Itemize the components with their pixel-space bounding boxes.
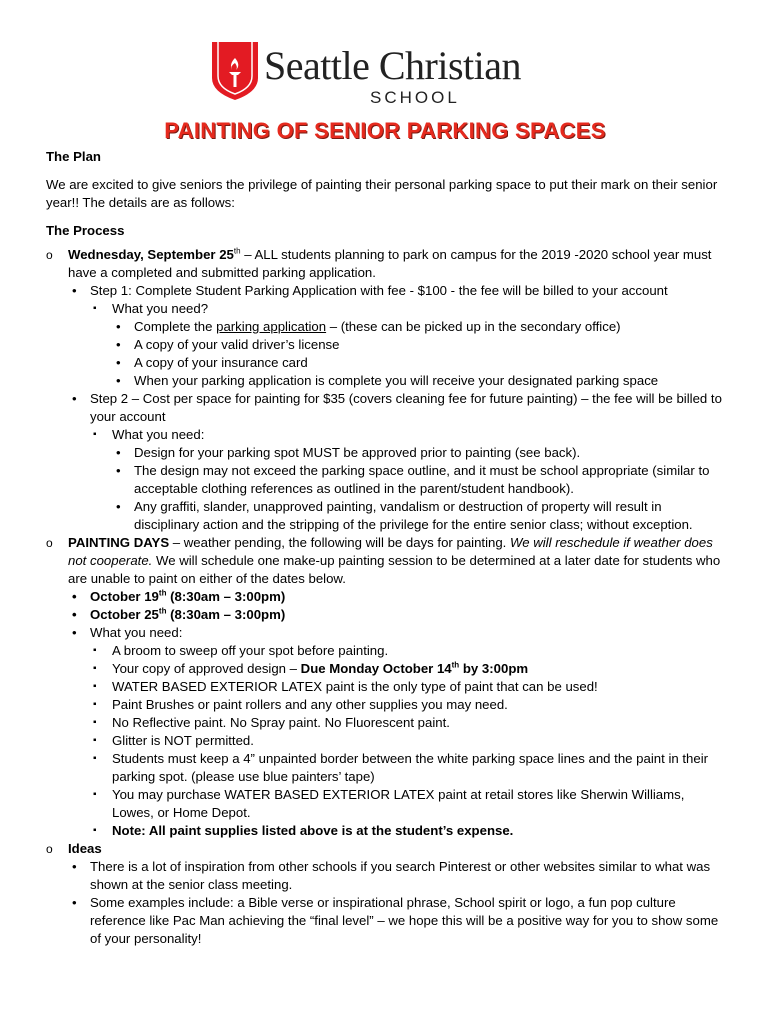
square-bullet: ▪: [93, 735, 97, 746]
dot-bullet: •: [116, 373, 121, 388]
list-item: [112, 354, 726, 372]
square-bullet: ▪: [93, 699, 97, 710]
app-pre: Complete the: [134, 319, 217, 334]
square-bullet: ▪: [93, 429, 97, 440]
insurance-text: A copy of your insurance card: [134, 355, 308, 370]
days-need-list: [90, 642, 726, 840]
square-bullet: ▪: [93, 789, 97, 800]
square-bullet: ▪: [93, 825, 97, 836]
plan-heading: The Plan: [46, 149, 101, 164]
copy-sup: th: [451, 660, 460, 670]
circle-bullet: o: [46, 842, 53, 856]
broom-text: A broom to sweep off your spot before painting.: [112, 643, 389, 658]
list-item: [90, 696, 726, 714]
square-bullet: ▪: [93, 645, 97, 656]
wednesday-date: Wednesday, September 25: [68, 247, 234, 262]
process-heading: The Process: [46, 223, 125, 238]
page-title: PAINTING OF SENIOR PARKING SPACES: [164, 118, 606, 143]
dot-bullet: •: [72, 859, 77, 874]
dot-bullet: •: [72, 391, 77, 406]
days-item: Students must keep a 4” unpainted border between the white parking space lines and the paint in their parking spot. (please use blue painters’ tape): [112, 751, 709, 784]
dot-bullet: •: [72, 607, 77, 622]
dot-bullet: •: [116, 355, 121, 370]
list-item: [112, 462, 726, 498]
step2-item: Any graffiti, slander, unapproved painting, vandalism or destruction of property will result in disciplinary action and the stripping of the privilege for the entire senior class; without exception.: [134, 499, 693, 532]
painting-days-label: PAINTING DAYS: [68, 535, 170, 550]
dot-bullet: •: [116, 499, 121, 514]
app-post: – (these can be picked up in the secondary office): [326, 319, 621, 334]
list-item-step1: [68, 282, 726, 390]
list-item: [90, 732, 726, 750]
step2-item: The design may not exceed the parking space outline, and it must be school appropriate (similar to acceptable clothing references as outlined in the parent/student handbook).: [134, 463, 710, 496]
square-bullet: ▪: [93, 303, 97, 314]
list-item-step2-need: [90, 426, 726, 534]
days-item: You may purchase WATER BASED EXTERIOR LATEX paint at retail stores like Sherwin Williams, Lowes, or Home Depot.: [112, 787, 685, 820]
list-item: [90, 750, 726, 786]
square-bullet: ▪: [93, 753, 97, 764]
painting-days-text2: We will schedule one make-up painting session to be determined at a later date for students who are unable to paint on either of the dates below.: [68, 553, 721, 586]
dot-bullet: •: [116, 319, 121, 334]
list-item-step2: [68, 390, 726, 534]
days-need: What you need:: [90, 625, 183, 640]
list-item: [68, 894, 726, 948]
list-item-note: [90, 822, 726, 840]
date2-sup: th: [158, 606, 167, 616]
list-item: [90, 642, 726, 660]
list-item: [112, 444, 726, 462]
dot-bullet: •: [72, 895, 77, 910]
copy-due: Due Monday October 14: [300, 661, 452, 676]
circle-bullet: o: [46, 536, 53, 550]
list-item-painting-days: [46, 534, 726, 840]
list-item-date1: [68, 588, 726, 606]
step1-need-list: [112, 318, 726, 390]
painting-days-text1: – weather pending, the following will be days for painting.: [169, 535, 511, 550]
date2-b: (8:30am – 3:00pm): [166, 607, 286, 622]
ideas-label: Ideas: [68, 841, 102, 856]
dot-bullet: •: [72, 625, 77, 640]
parking-application-link[interactable]: parking application: [216, 319, 327, 334]
list-item: [112, 318, 726, 336]
expense-note: Note: All paint supplies listed above is at the student’s expense.: [112, 823, 514, 838]
list-item: [68, 858, 726, 894]
days-item: Glitter is NOT permitted.: [112, 733, 254, 748]
dot-bullet: •: [116, 337, 121, 352]
circle-bullet: o: [46, 248, 53, 262]
copy-post: by 3:00pm: [459, 661, 529, 676]
square-bullet: ▪: [93, 681, 97, 692]
list-item-step1-need: [90, 300, 726, 390]
step1-text: Step 1: Complete Student Parking Application with fee - $100 - the fee will be billed to your account: [90, 283, 668, 298]
painting-days-italic: We will reschedule if weather does not cooperate.: [68, 535, 713, 568]
idea-item: Some examples include: a Bible verse or inspirational phrase, School spirit or logo, a fun pop culture reference like Pac Man achieving the “final level” – we hope this will be a positive way for you to show some of your personality!: [90, 895, 719, 946]
idea-item: There is a lot of inspiration from other schools if you search Pinterest or other websites similar to what was shown at the senior class meeting.: [90, 859, 711, 892]
list-item: [90, 660, 726, 678]
step2-text: Step 2 – Cost per space for painting for $35 (covers cleaning fee for future painting) – the fee will be billed to your account: [90, 391, 722, 424]
steps-list: [68, 282, 726, 534]
school-logo: [212, 42, 562, 110]
days-item: No Reflective paint. No Spray paint. No Fluorescent paint.: [112, 715, 450, 730]
step2-item: Design for your parking spot MUST be approved prior to painting (see back).: [134, 445, 581, 460]
list-item: [112, 498, 726, 534]
step2-need-list: [112, 444, 726, 534]
dot-bullet: •: [72, 283, 77, 298]
plan-text: We are excited to give seniors the privilege of painting their personal parking space to put their mark on their senior year!! The details are as follows:: [46, 177, 718, 210]
step1-sublist: [90, 300, 726, 390]
date1-b: (8:30am – 3:00pm): [166, 589, 286, 604]
shield-torch-icon: [212, 42, 258, 100]
days-item: WATER BASED EXTERIOR LATEX paint is the only type of paint that can be used!: [112, 679, 598, 694]
square-bullet: ▪: [93, 717, 97, 728]
step2-need: What you need:: [112, 427, 205, 442]
wednesday-sup: th: [233, 246, 241, 256]
date1-a: October 19: [90, 589, 159, 604]
date2-a: October 25: [90, 607, 159, 622]
list-item-wednesday: [46, 246, 726, 534]
dot-bullet: •: [116, 463, 121, 478]
ideas-list: [68, 858, 726, 948]
dot-bullet: •: [72, 589, 77, 604]
list-item: [90, 714, 726, 732]
step2-sublist: [90, 426, 726, 534]
painting-days-list: [68, 588, 726, 840]
list-item: [90, 786, 726, 822]
date1-sup: th: [158, 588, 167, 598]
list-item-date2: [68, 606, 726, 624]
process-list: [46, 246, 726, 948]
step1-need: What you need?: [112, 301, 209, 316]
list-item: [90, 678, 726, 696]
copy-pre: Your copy of approved design –: [112, 661, 301, 676]
wednesday-text: – ALL students planning to park on campus for the 2019 -2020 school year must have a completed and submitted parking application.: [68, 247, 712, 280]
dot-bullet: •: [116, 445, 121, 460]
list-item-days-need: [68, 624, 726, 840]
logo-school-name: Seattle Christian: [264, 43, 522, 88]
license-text: A copy of your valid driver’s license: [134, 337, 340, 352]
square-bullet: ▪: [93, 663, 97, 674]
list-item-ideas: [46, 840, 726, 948]
days-item: Paint Brushes or paint rollers and any other supplies you may need.: [112, 697, 508, 712]
list-item: [112, 372, 726, 390]
document-body: [46, 148, 726, 948]
logo-school-sub: SCHOOL: [370, 88, 460, 107]
list-item: [112, 336, 726, 354]
complete-text: When your parking application is complete you will receive your designated parking space: [134, 373, 659, 388]
